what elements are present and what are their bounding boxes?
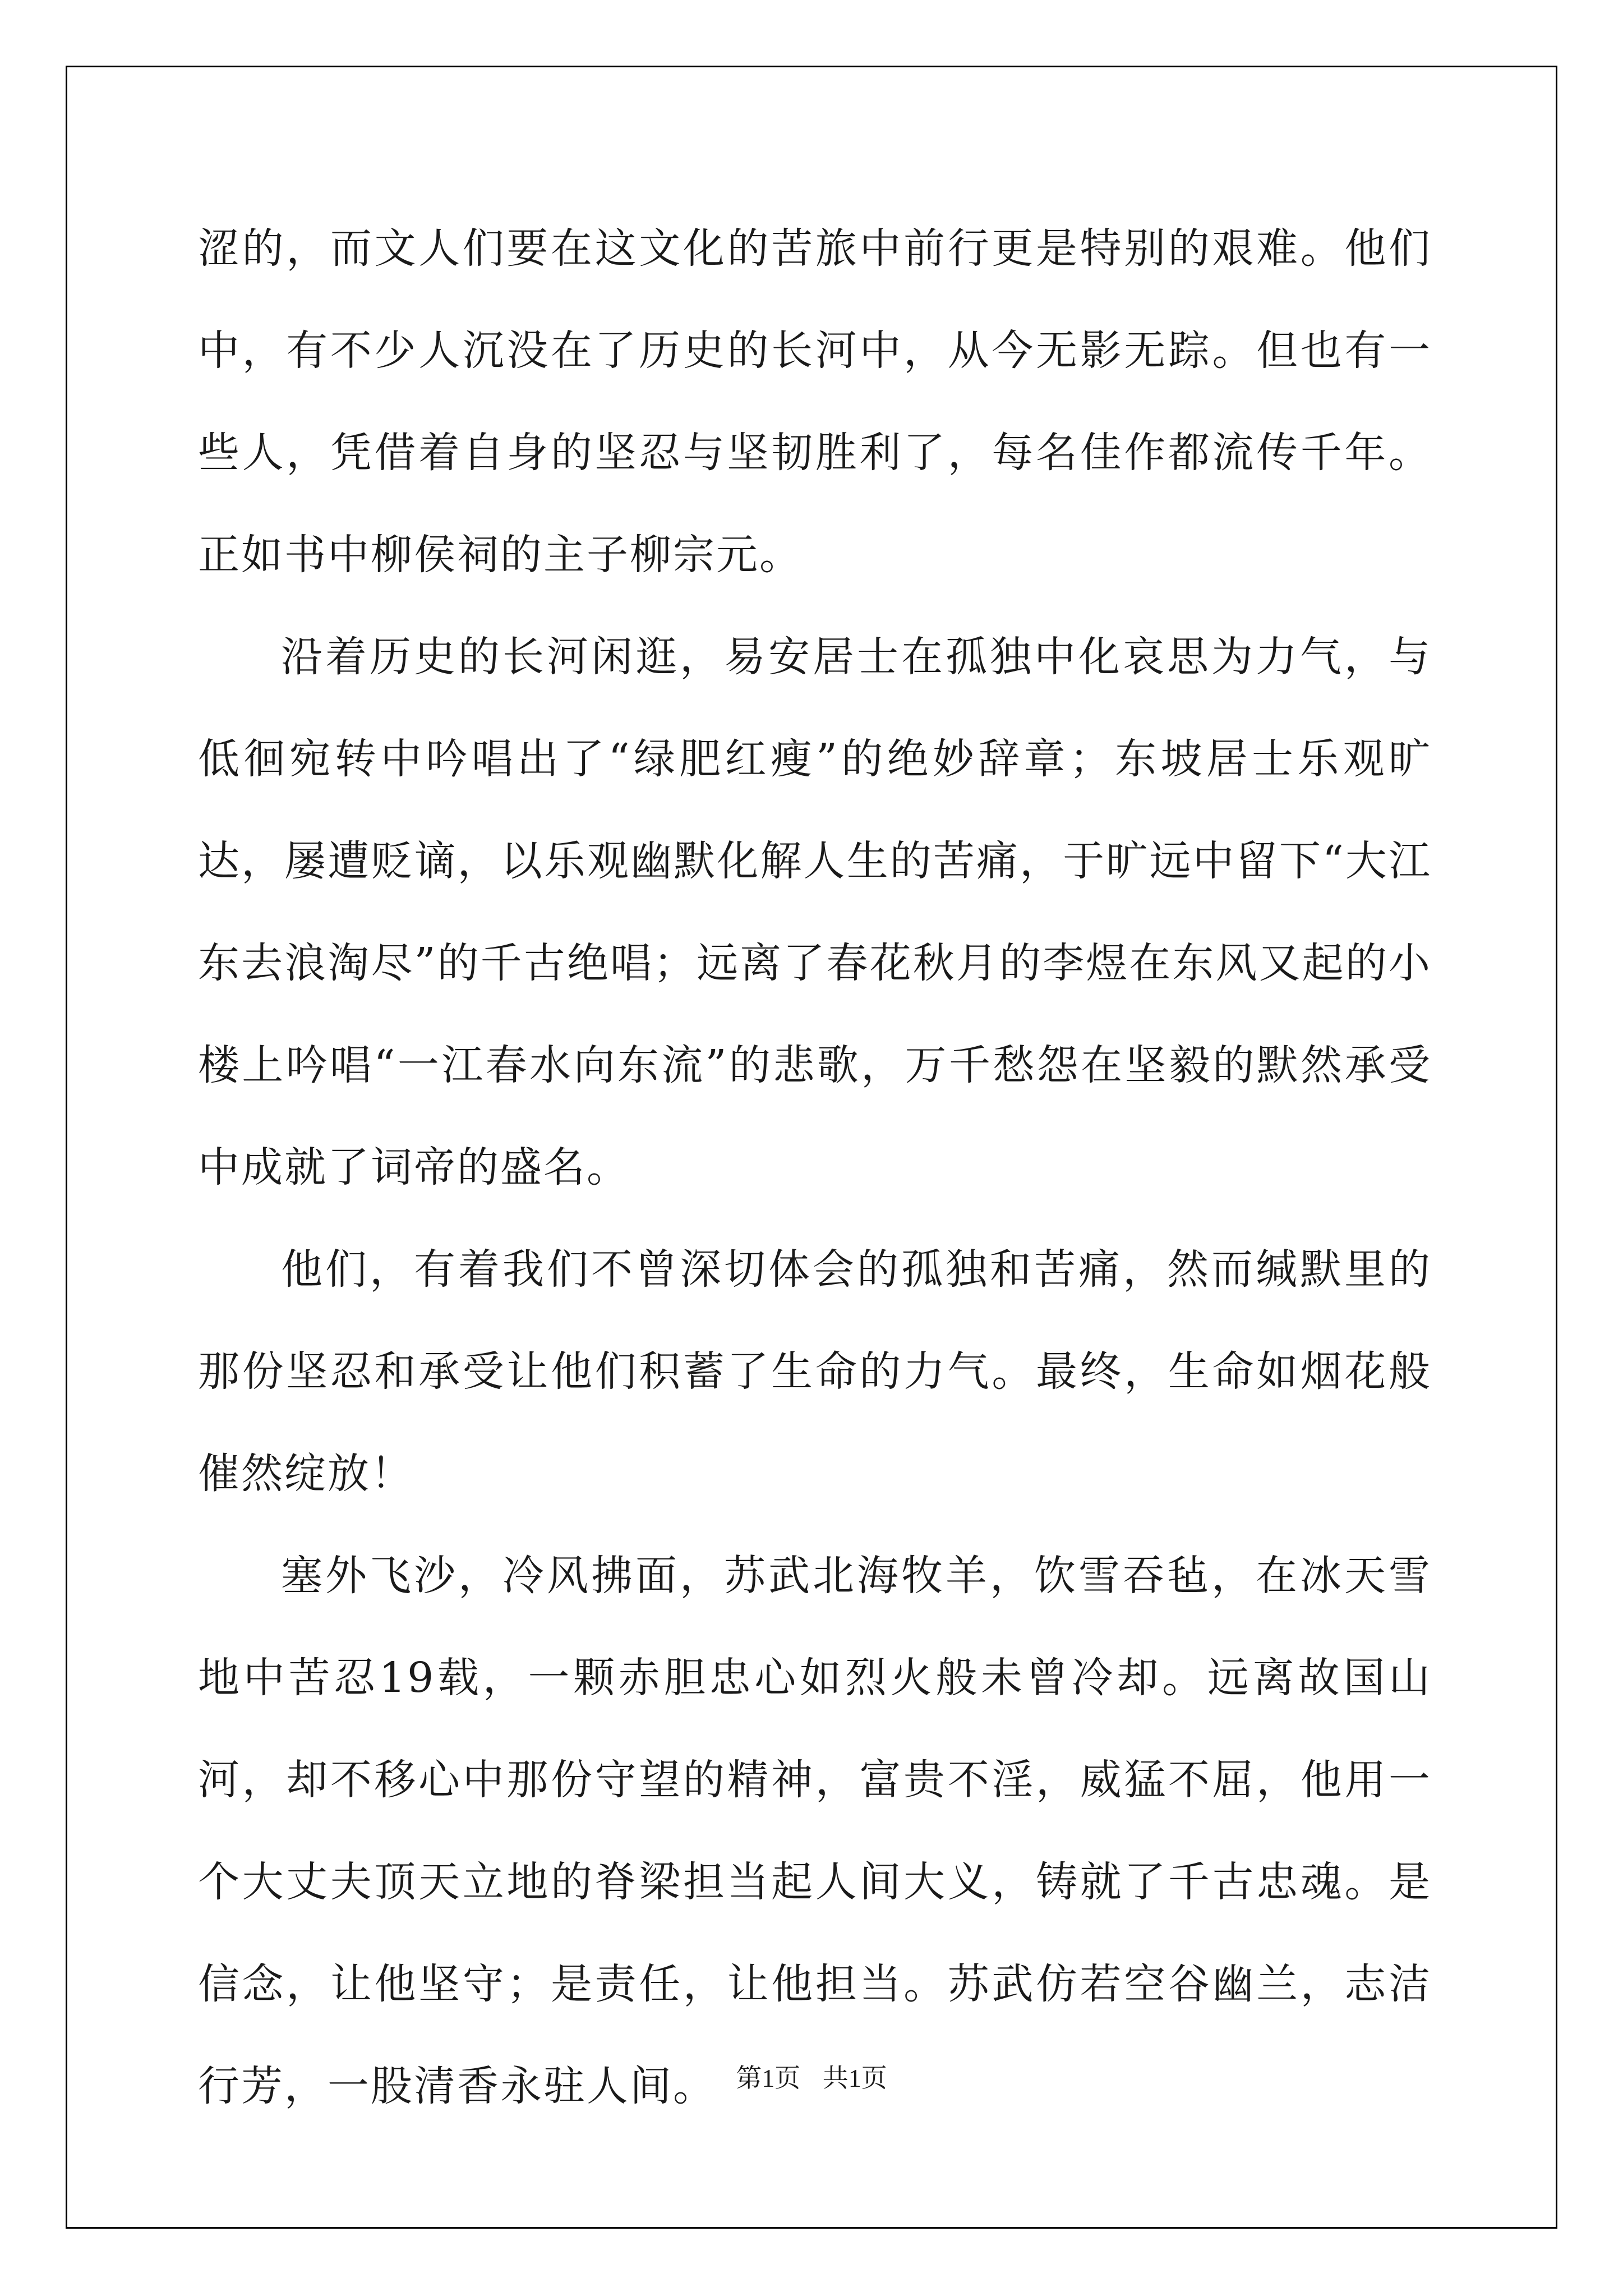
paragraph-4: 塞外飞沙，冷风拂面，苏武北海牧羊，饮雪吞毡，在冰天雪地中苦忍19载，一颗赤胆忠心如烈火般未曾冷却。远离故国山河，却不移心中那份守望的精神，富贵不淫，威猛不屈，他用一个大丈夫顶天立地的脊梁担当起人间大义，铸就了千古忠魂。是信念，让他坚守；是责任，让他担当。苏武仿若空谷幽兰，志洁行芳，一股清香永驻人间。 [198,1552,1432,2110]
page-number: 第1页 [736,2064,801,2092]
page-total: 共1页 [822,2064,887,2092]
page-footer [0,2058,1623,2095]
document-body [198,197,1432,2137]
paragraph-2: 沿着历史的长河闲逛，易安居士在孤独中化哀思为力气，与低徊宛转中吟唱出了“绿肥红瘦”的绝妙辞章；东坡居士乐观旷达，屡遭贬谪，以乐观幽默化解人生的苦痛，于旷远中留下“大江东去浪淘尽”的千古绝唱；远离了春花秋月的李煜在东风又起的小楼上吟唱“一江春水向东流”的悲歌，万千愁怨在坚毅的默然承受中成就了词帝的盛名。 [198,633,1432,1191]
paragraph-3: 他们，有着我们不曾深切体会的孤独和苦痛，然而缄默里的那份坚忍和承受让他们积蓄了生命的力气。最终，生命如烟花般催然绽放！ [198,1245,1432,1498]
paragraph-1: 涩的，而文人们要在这文化的苦旅中前行更是特别的艰难。他们中，有不少人沉没在了历史的长河中，从今无影无踪。但也有一些人，凭借着自身的坚忍与坚韧胜利了，每名佳作都流传千年。正如书中柳侯祠的主子柳宗元。 [198,224,1432,579]
